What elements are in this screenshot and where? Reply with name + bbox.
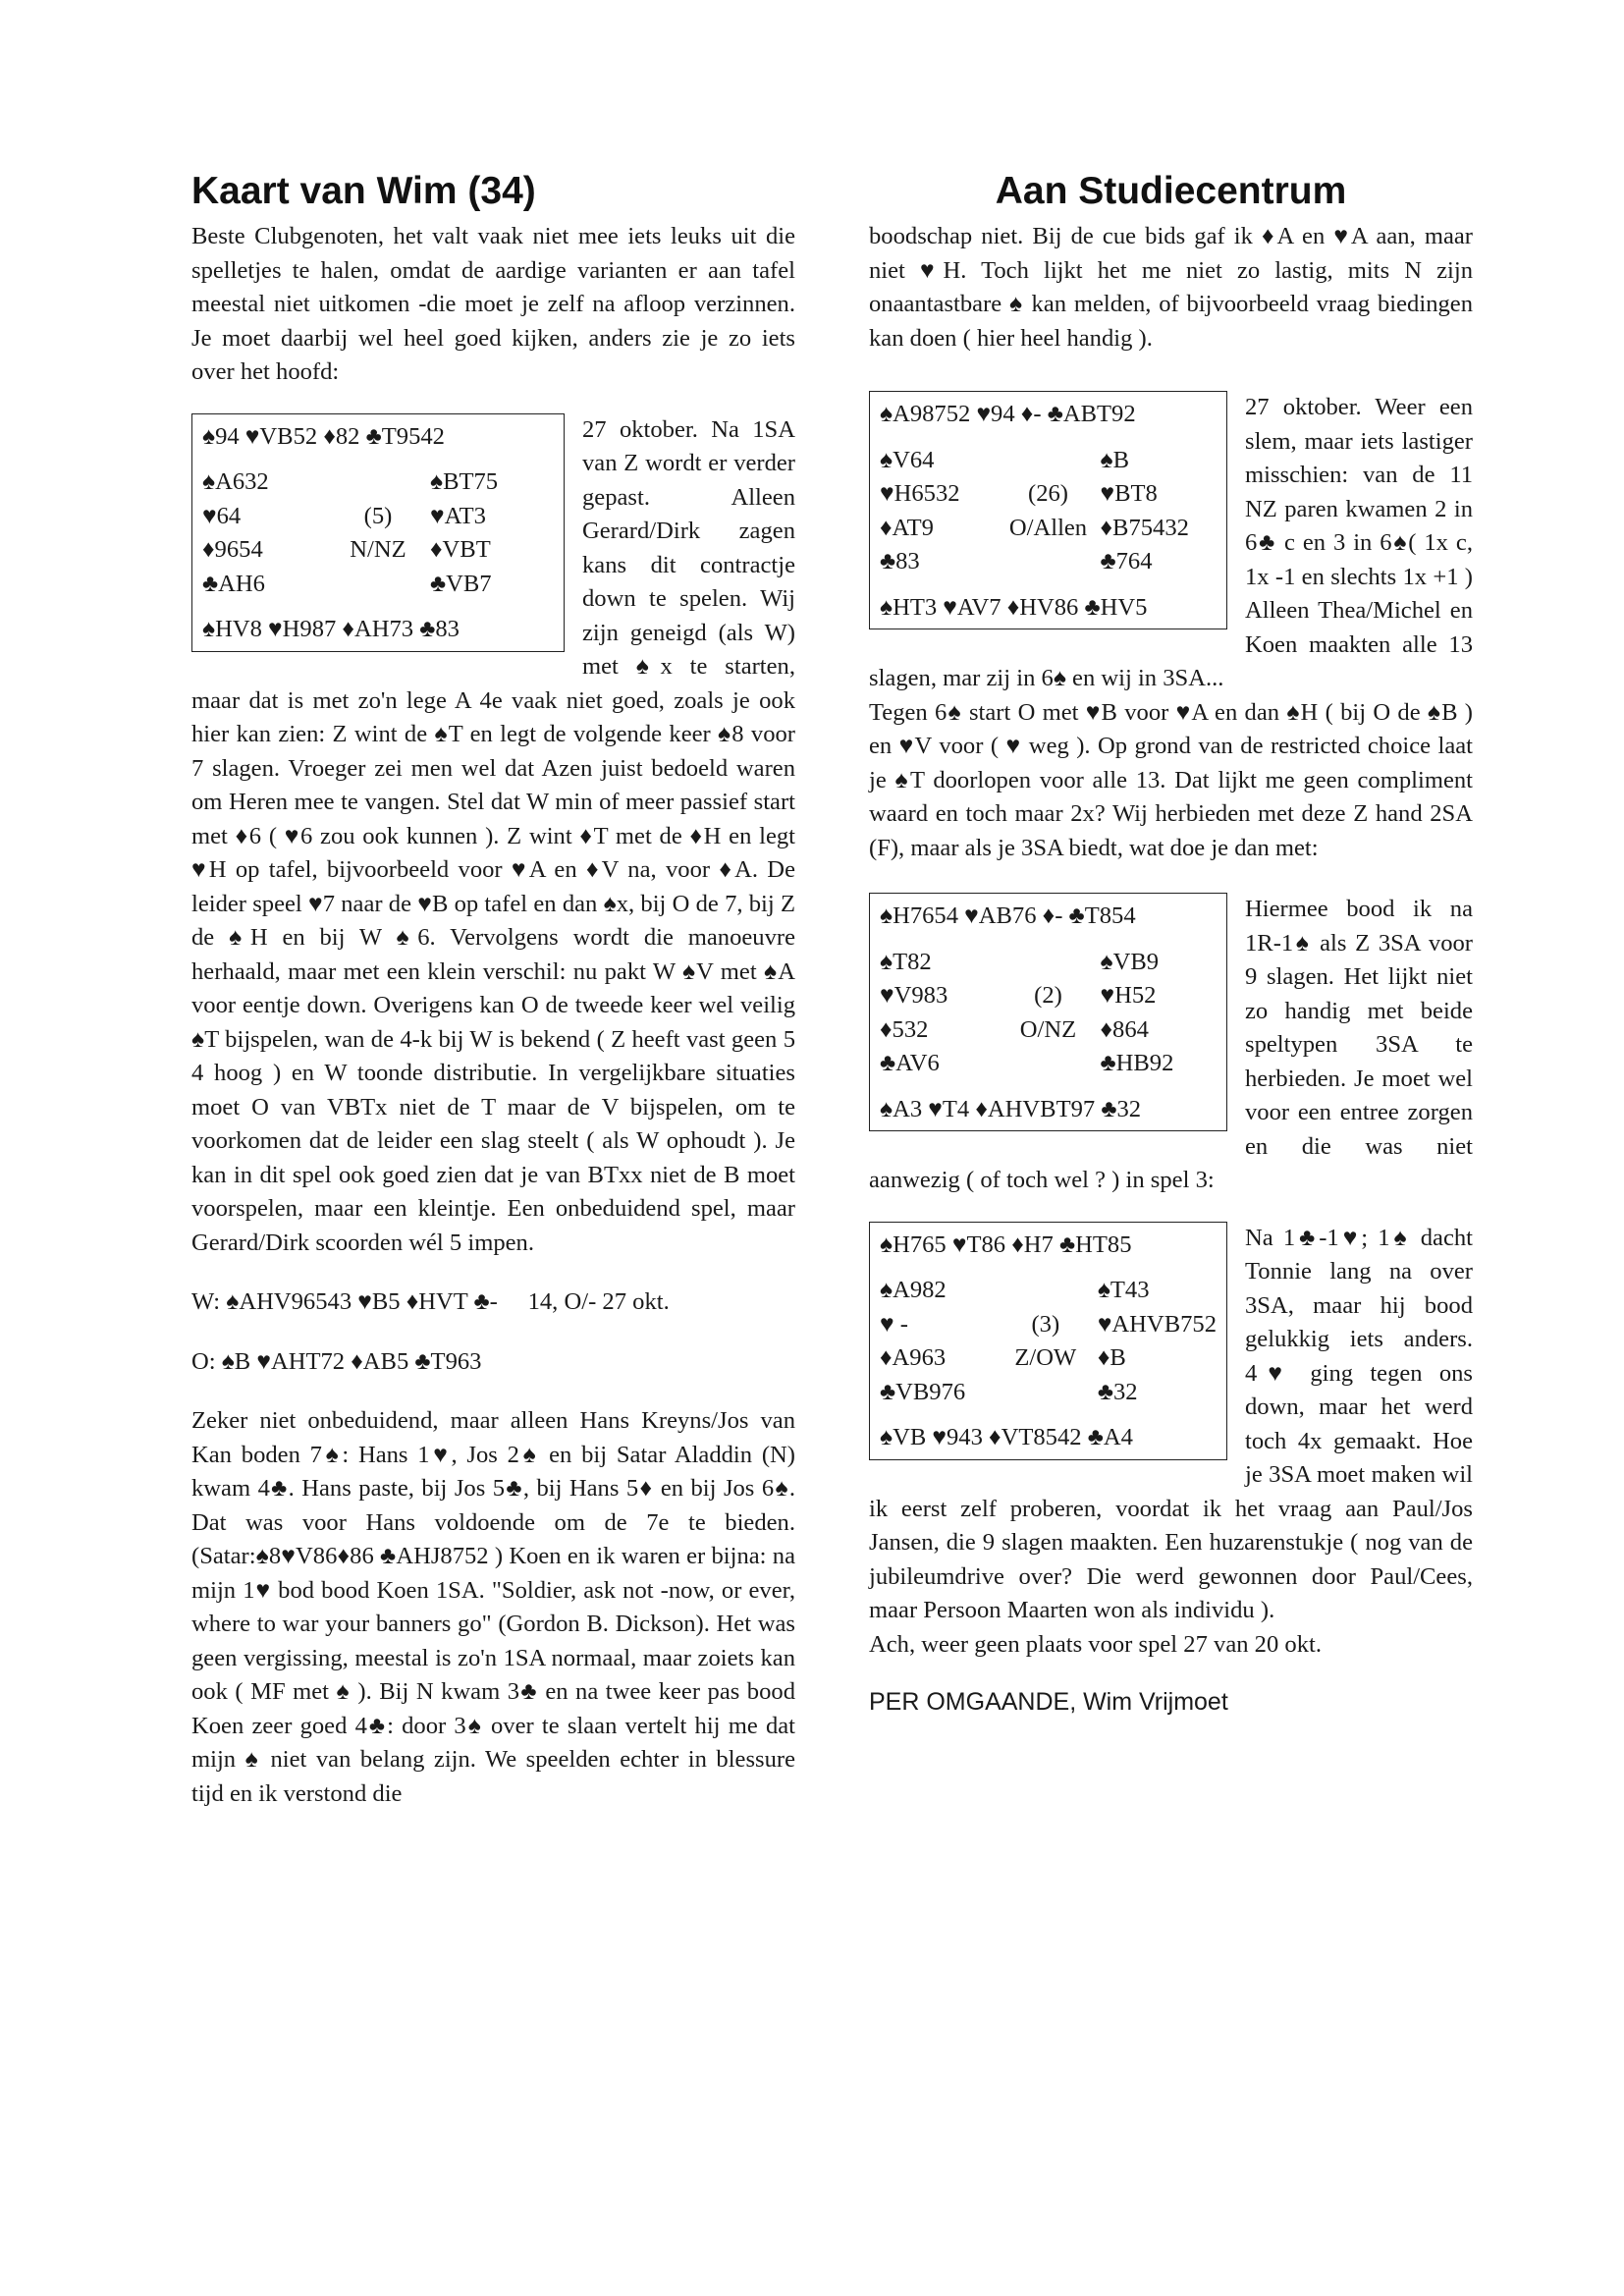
deal5-west-clubs: ♣AH6 xyxy=(202,570,265,597)
deal3-board-number: (3) xyxy=(1031,1310,1060,1338)
deal3-east-diamonds: ♦B xyxy=(1097,1344,1126,1371)
deal3-west-hearts: ♥ - xyxy=(880,1310,908,1338)
deal26-west-hearts: ♥H6532 xyxy=(880,480,960,507)
deal26-east-clubs: ♣764 xyxy=(1100,548,1153,574)
deal26-south: ♠HT3 ♥AV7 ♦HV86 ♣HV5 xyxy=(880,593,1148,621)
deal5-east-spades: ♠BT75 xyxy=(430,468,499,495)
deal26-west-diamonds: ♦AT9 xyxy=(880,514,934,541)
deal26-east-hearts: ♥BT8 xyxy=(1100,480,1158,507)
deal3-west-clubs: ♣VB976 xyxy=(880,1378,966,1405)
deal26-east-spades: ♠B xyxy=(1100,446,1129,473)
deal26-east-diamonds: ♦B75432 xyxy=(1100,514,1189,541)
deal3-commentary: Na 1♣-1♥; 1♠ dacht Tonnie lang na over 3SA, maar hij bood gelukkig iets anders. 4♥ ging tegen ons down, maar het werd toch 4x gemaakt. Hoe je 3SA moet maken wil ik eerst zelf proberen, voordat ik het vraag aan Paul/Jos Jansen, die 9 slagen maakten. Een huzarenstukje ( nog van de jubileumdrive over? Die werd gewonnen door Paul/Cees, maar Persoon Maarten won als individu ). xyxy=(869,1224,1473,1623)
deal5-west-spades: ♠A632 xyxy=(202,468,269,495)
deal26-north: ♠A98752 ♥94 ♦- ♣ABT92 xyxy=(880,401,1136,427)
deal-diagram-26 xyxy=(869,391,1227,629)
deal5-board-number: (5) xyxy=(363,502,393,529)
deal5-commentary: 27 oktober. Na 1SA van Z wordt er verder gepast. Alleen Gerard/Dirk zagen kans dit contractje down te spelen. Wij zijn geneigd (als W) met ♠x te starten, maar dat is met zo'n lege A 4e vaak niet goed, zoals je ook hier kan zien: Z wint de ♠T en legt de volgende keer ♠8 voor 7 slagen. Vroeger zei men wel dat Azen juist bedoeld waren om Heren mee te vangen. Stel dat W min of meer passief start met ♦6 ( ♥6 zou ook kunnen ). Z wint ♦T met de ♦H en legt ♥H op tafel, bijvoorbeeld voor ♥A en ♦V na, voor ♦A. De leider speel ♥7 naar de ♥B op tafel en dan ♠x, bij O de 7, bij Z de ♠H en bij W ♠6. Vervolgens wordt die manoeuvre herhaald, maar met een klein verschil: nu pakt W ♠V met ♠A voor eentje down. Overigens kan O de tweede keer wel veilig ♠T bijspelen, wan de 4-k bij W is bekend ( Z heeft vast geen 5 4 hoog ) en W toonde distributie. In vergelijkbare situaties moet O van VBTx niet de T maar de V bijspelen, om te voorkomen dat de leider een slag steelt ( als W ophoudt ). Je kan in dit spel ook goed zien dat je van BTxx niet de B moet voorspelen, maar een kleintje. Een onbeduidend spel, maar Gerard/Dirk scoorden wél 5 impen. xyxy=(191,415,795,1256)
deal5-center-3 xyxy=(334,568,422,602)
deal2-commentary: Hiermee bood ik na 1R-1♠ als Z 3SA voor 9 slagen. Het lijkt niet zo handig met beide speltypen 3SA te herbieden. Je moet wel voor een entree zorgen en die was niet aanwezig ( of toch wel ? ) in spel 3: xyxy=(869,896,1473,1193)
deal2-center-0 xyxy=(1004,946,1093,980)
slam-paragraph: Zeker niet onbeduidend, maar alleen Hans Kreyns/Jos van Kan boden 7♠: Hans 1♥, Jos 2♠ en bij Satar Aladdin (N) kwam 4♣. Hans paste, bij Jos 5♣, bij Hans 5♦ en bij Jos 6♠. Dat was voor Hans voldoende om de 7e te bieden. (Satar:♠8♥V86♦86 ♣AHJ8752 ) Koen en ik waren er bijna: na mijn 1♥ bod bood Koen 1SA. "Soldier, ask not -now, or ever, where to war your banners go" (Gordon B. Dickson). Het was geen vergissing, meestal is zo'n 1SA normaal, maar zoiets kan ook ( MF met ♠ ). Bij N kwam 3♣ en na twee keer pas bood Koen zeer goed 4♣: door 3♠ over te slaan vertelt hij me dat mijn ♠ niet van belang zijn. We speelden echter in blessure tijd en ik verstond die xyxy=(191,1407,795,1807)
deal-diagram-2 xyxy=(869,893,1227,1131)
closing-remark: Ach, weer geen plaats voor spel 27 van 20 okt. xyxy=(869,1630,1323,1658)
deal2-east-spades: ♠VB9 xyxy=(1100,948,1160,975)
deal3-east-hearts: ♥AHVB752 xyxy=(1097,1310,1217,1338)
deal2-center-3 xyxy=(1004,1047,1093,1081)
deal26-center-3 xyxy=(1004,545,1093,579)
intro-paragraph: Beste Clubgenoten, het valt vaak niet mee iets leuks uit die spelletjes te halen, omdat de aardige varianten er aan tafel meestal niet uitkomen -die moet je zelf na afloop verzinnen. Je moet daarbij wel heel goed kijken, anders zie je zo iets over het hoofd: xyxy=(191,223,795,385)
deal2-board-number: (2) xyxy=(1034,982,1062,1009)
deal3-south: ♠VB ♥943 ♦VT8542 ♣A4 xyxy=(880,1424,1133,1450)
deal2-east-diamonds: ♦864 xyxy=(1100,1015,1149,1043)
deal26-west-clubs: ♣83 xyxy=(880,548,920,574)
deal3-center-3 xyxy=(1001,1376,1090,1410)
deal2-west-spades: ♠T82 xyxy=(880,948,932,975)
deal5-east-hearts: ♥AT3 xyxy=(430,502,486,529)
deal2-west-diamonds: ♦532 xyxy=(880,1015,929,1043)
deal2-south: ♠A3 ♥T4 ♦AHVBT97 ♣32 xyxy=(880,1095,1142,1122)
deal26-center-0 xyxy=(1004,444,1093,478)
deal26-west-spades: ♠V64 xyxy=(880,446,935,473)
deal5-dealer-vuln: N/NZ xyxy=(350,536,406,563)
deal-diagram-3 xyxy=(869,1222,1227,1460)
deal26-commentary: 27 oktober. Weer een slem, maar iets lastiger misschien: van de 11 NZ paren kwamen 2 in 6♣ c en 3 in 6♠( 1x c, 1x -1 en slechts 1x +1 ) Alleen Thea/Michel en Koen maakten alle 13 slagen, mar zij in 6♠ en wij in 3SA... xyxy=(869,394,1473,691)
deal5-east-diamonds: ♦VBT xyxy=(430,536,491,563)
west-hand-line: W: ♠AHV96543 ♥B5 ♦HVT ♣- 14, O/- 27 okt. xyxy=(191,1288,670,1315)
deal5-west-hearts: ♥64 xyxy=(202,502,242,529)
deal-diagram-5 xyxy=(191,413,565,652)
deal3-west-diamonds: ♦A963 xyxy=(880,1344,947,1371)
deal3-east-spades: ♠T43 xyxy=(1097,1277,1150,1303)
deal2-east-clubs: ♣HB92 xyxy=(1100,1050,1174,1076)
deal5-east-clubs: ♣VB7 xyxy=(430,570,492,597)
left-column xyxy=(191,167,795,1811)
deal2-north: ♠H7654 ♥AB76 ♦- ♣T854 xyxy=(880,902,1136,929)
deal26-board-number: (26) xyxy=(1028,480,1068,507)
deal2-east-hearts: ♥H52 xyxy=(1100,982,1157,1009)
deal3-west-spades: ♠A982 xyxy=(880,1277,947,1303)
article-title-left: Kaart van Wim (34) xyxy=(191,170,536,212)
deal2-west-hearts: ♥V983 xyxy=(880,982,948,1009)
east-hand-line: O: ♠B ♥AHT72 ♦AB5 ♣T963 xyxy=(191,1347,482,1375)
deal5-center-0 xyxy=(334,465,422,500)
continuation-paragraph: boodschap niet. Bij de cue bids gaf ik ♦A en ♥A aan, maar niet ♥H. Toch lijkt het me niet zo lastig, mits N zijn onaantastbare ♠ kan melden, of bijvoorbeeld vraag biedingen kan doen ( hier heel handig ). xyxy=(869,223,1473,352)
deal5-north: ♠94 ♥VB52 ♦82 ♣T9542 xyxy=(202,422,445,450)
deal3-north: ♠H765 ♥T86 ♦H7 ♣HT85 xyxy=(880,1230,1132,1258)
deal26-dealer-vuln: O/Allen xyxy=(1008,514,1088,541)
deal3-east-clubs: ♣32 xyxy=(1097,1378,1138,1405)
deal2-west-clubs: ♣AV6 xyxy=(880,1050,940,1076)
signature: PER OMGAANDE, Wim Vrijmoet xyxy=(869,1688,1228,1716)
deal3-center-0 xyxy=(1001,1274,1090,1308)
deal5-south: ♠HV8 ♥H987 ♦AH73 ♣83 xyxy=(202,616,460,642)
deal2-dealer-vuln: O/NZ xyxy=(1019,1015,1077,1043)
deal5-west-diamonds: ♦9654 xyxy=(202,536,263,563)
deal3-dealer-vuln: Z/OW xyxy=(1014,1344,1077,1371)
restricted-choice-paragraph: Tegen 6♠ start O met ♥B voor ♥A en dan ♠H ( bij O de ♠B ) en ♥V voor ( ♥ weg ). Op grond van de restricted choice laat je ♠T doorlopen voor alle 13. Dat lijkt me geen compliment waard en toch maar 2x? Wij herbieden met deze Z hand 2SA (F), maar als je 3SA biedt, wat doe je dan met: xyxy=(869,698,1473,861)
right-column xyxy=(869,167,1473,1720)
article-title-right: Aan Studiecentrum xyxy=(995,170,1347,212)
